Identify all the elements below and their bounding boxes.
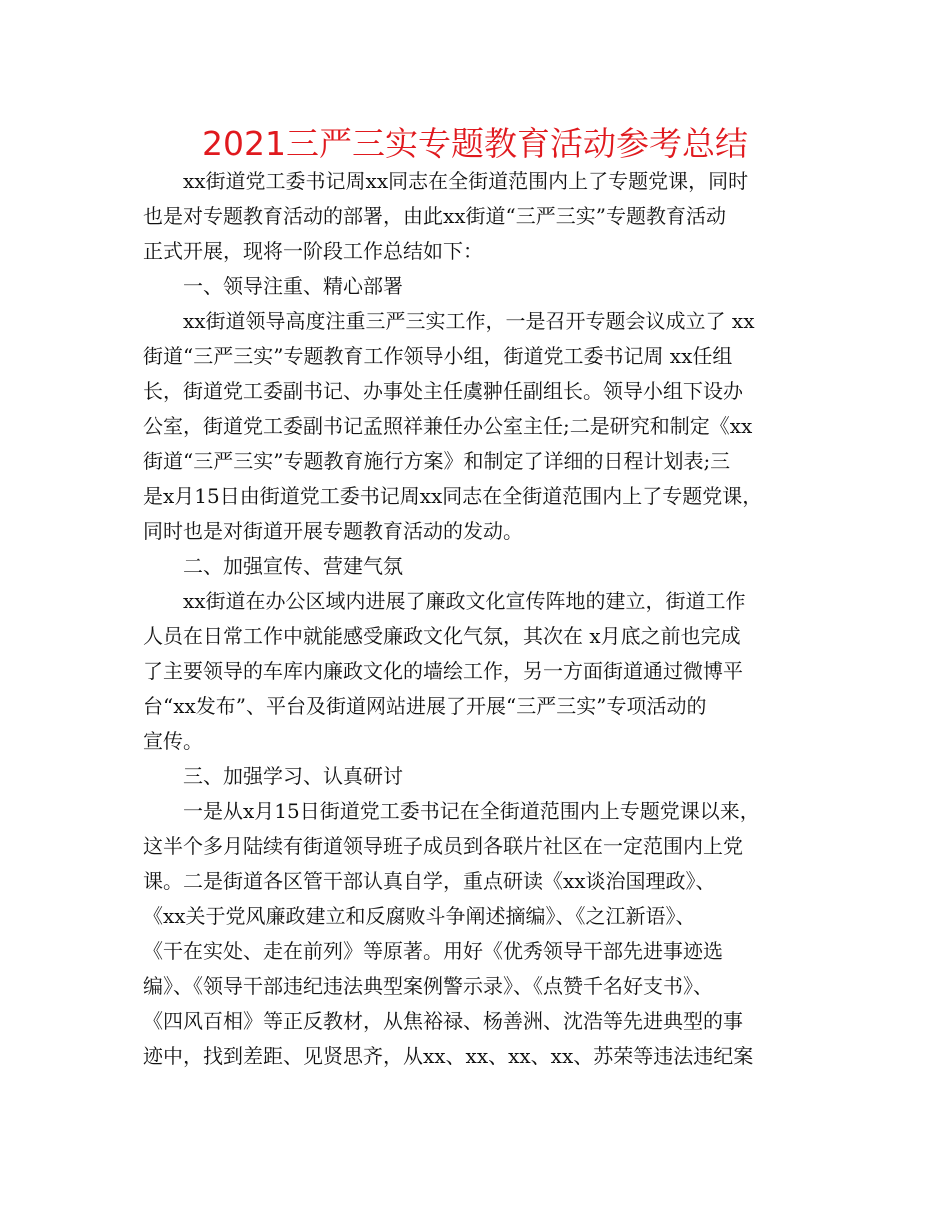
body-line: 《xx关于党风廉政建立和反腐败斗争阐述摘编》、《之江新语》、 — [143, 904, 696, 928]
body-line: 课。二是街道各区管干部认真自学，重点研读《xx谈治国理政》、 — [143, 869, 716, 893]
body-line: 一是从x月15日街道党工委书记在全街道范围内上专题党课以来， — [183, 799, 760, 823]
body-line: 长，街道党工委副书记、办事处主任虞翀任副组长。领导小组下设办 — [143, 379, 743, 403]
body-line: 迹中，找到差距、见贤思齐，从xx、xx、xx、xx、苏荣等违法违纪案 — [143, 1044, 754, 1068]
body-line: 《四风百相》等正反教材，从焦裕禄、杨善洲、沈浩等先进典型的事 — [143, 1009, 743, 1033]
document-body — [143, 164, 823, 1074]
body-line: xx街道在办公区域内进展了廉政文化宣传阵地的建立，街道工作 — [183, 589, 746, 613]
body-line: 二、加强宣传、营建气氛 — [183, 554, 403, 578]
body-line: 街道“三严三实”专题教育施行方案》和制定了详细的日程计划表;三 — [143, 449, 731, 473]
body-line: 台“xx发布”、平台及街道网站进展了开展“三严三实”专项活动的 — [143, 694, 707, 718]
body-line: 一、领导注重、精心部署 — [183, 274, 403, 298]
body-line: 编》、《领导干部违纪违法典型案例警示录》、《点赞千名好支书》、 — [143, 974, 713, 998]
body-line: 这半个多月陆续有街道领导班子成员到各联片社区在一定范围内上党 — [143, 834, 743, 858]
body-line: xx街道领导高度注重三严三实工作，一是召开专题会议成立了 xx — [183, 309, 755, 333]
body-line: 人员在日常工作中就能感受廉政文化气氛，其次在 x月底之前也完成 — [143, 624, 741, 648]
body-line: 同时也是对街道开展专题教育活动的发动。 — [143, 519, 523, 543]
body-line: 也是对专题教育活动的部署，由此xx街道“三严三实”专题教育活动 — [143, 204, 727, 228]
body-line: 《干在实处、走在前列》等原著。用好《优秀领导干部先进事迹选 — [143, 939, 723, 963]
body-line: 了主要领导的车库内廉政文化的墙绘工作，另一方面街道通过微博平 — [143, 659, 743, 683]
body-line: xx街道党工委书记周xx同志在全街道范围内上了专题党课，同时 — [183, 169, 749, 193]
document-title: 2021三严三实专题教育活动参考总结 — [202, 124, 748, 163]
body-line: 是x月15日由街道党工委书记周xx同志在全街道范围内上了专题党课， — [143, 484, 763, 508]
body-line: 街道“三严三实”专题教育工作领导小组，街道党工委书记周 xx任组 — [143, 344, 733, 368]
body-line: 公室，街道党工委副书记孟照祥兼任办公室主任;二是研究和制定《xx — [143, 414, 753, 438]
body-line: 正式开展，现将一阶段工作总结如下： — [143, 239, 483, 263]
body-line: 三、加强学习、认真研讨 — [183, 764, 403, 788]
body-line: 宣传。 — [143, 729, 203, 753]
